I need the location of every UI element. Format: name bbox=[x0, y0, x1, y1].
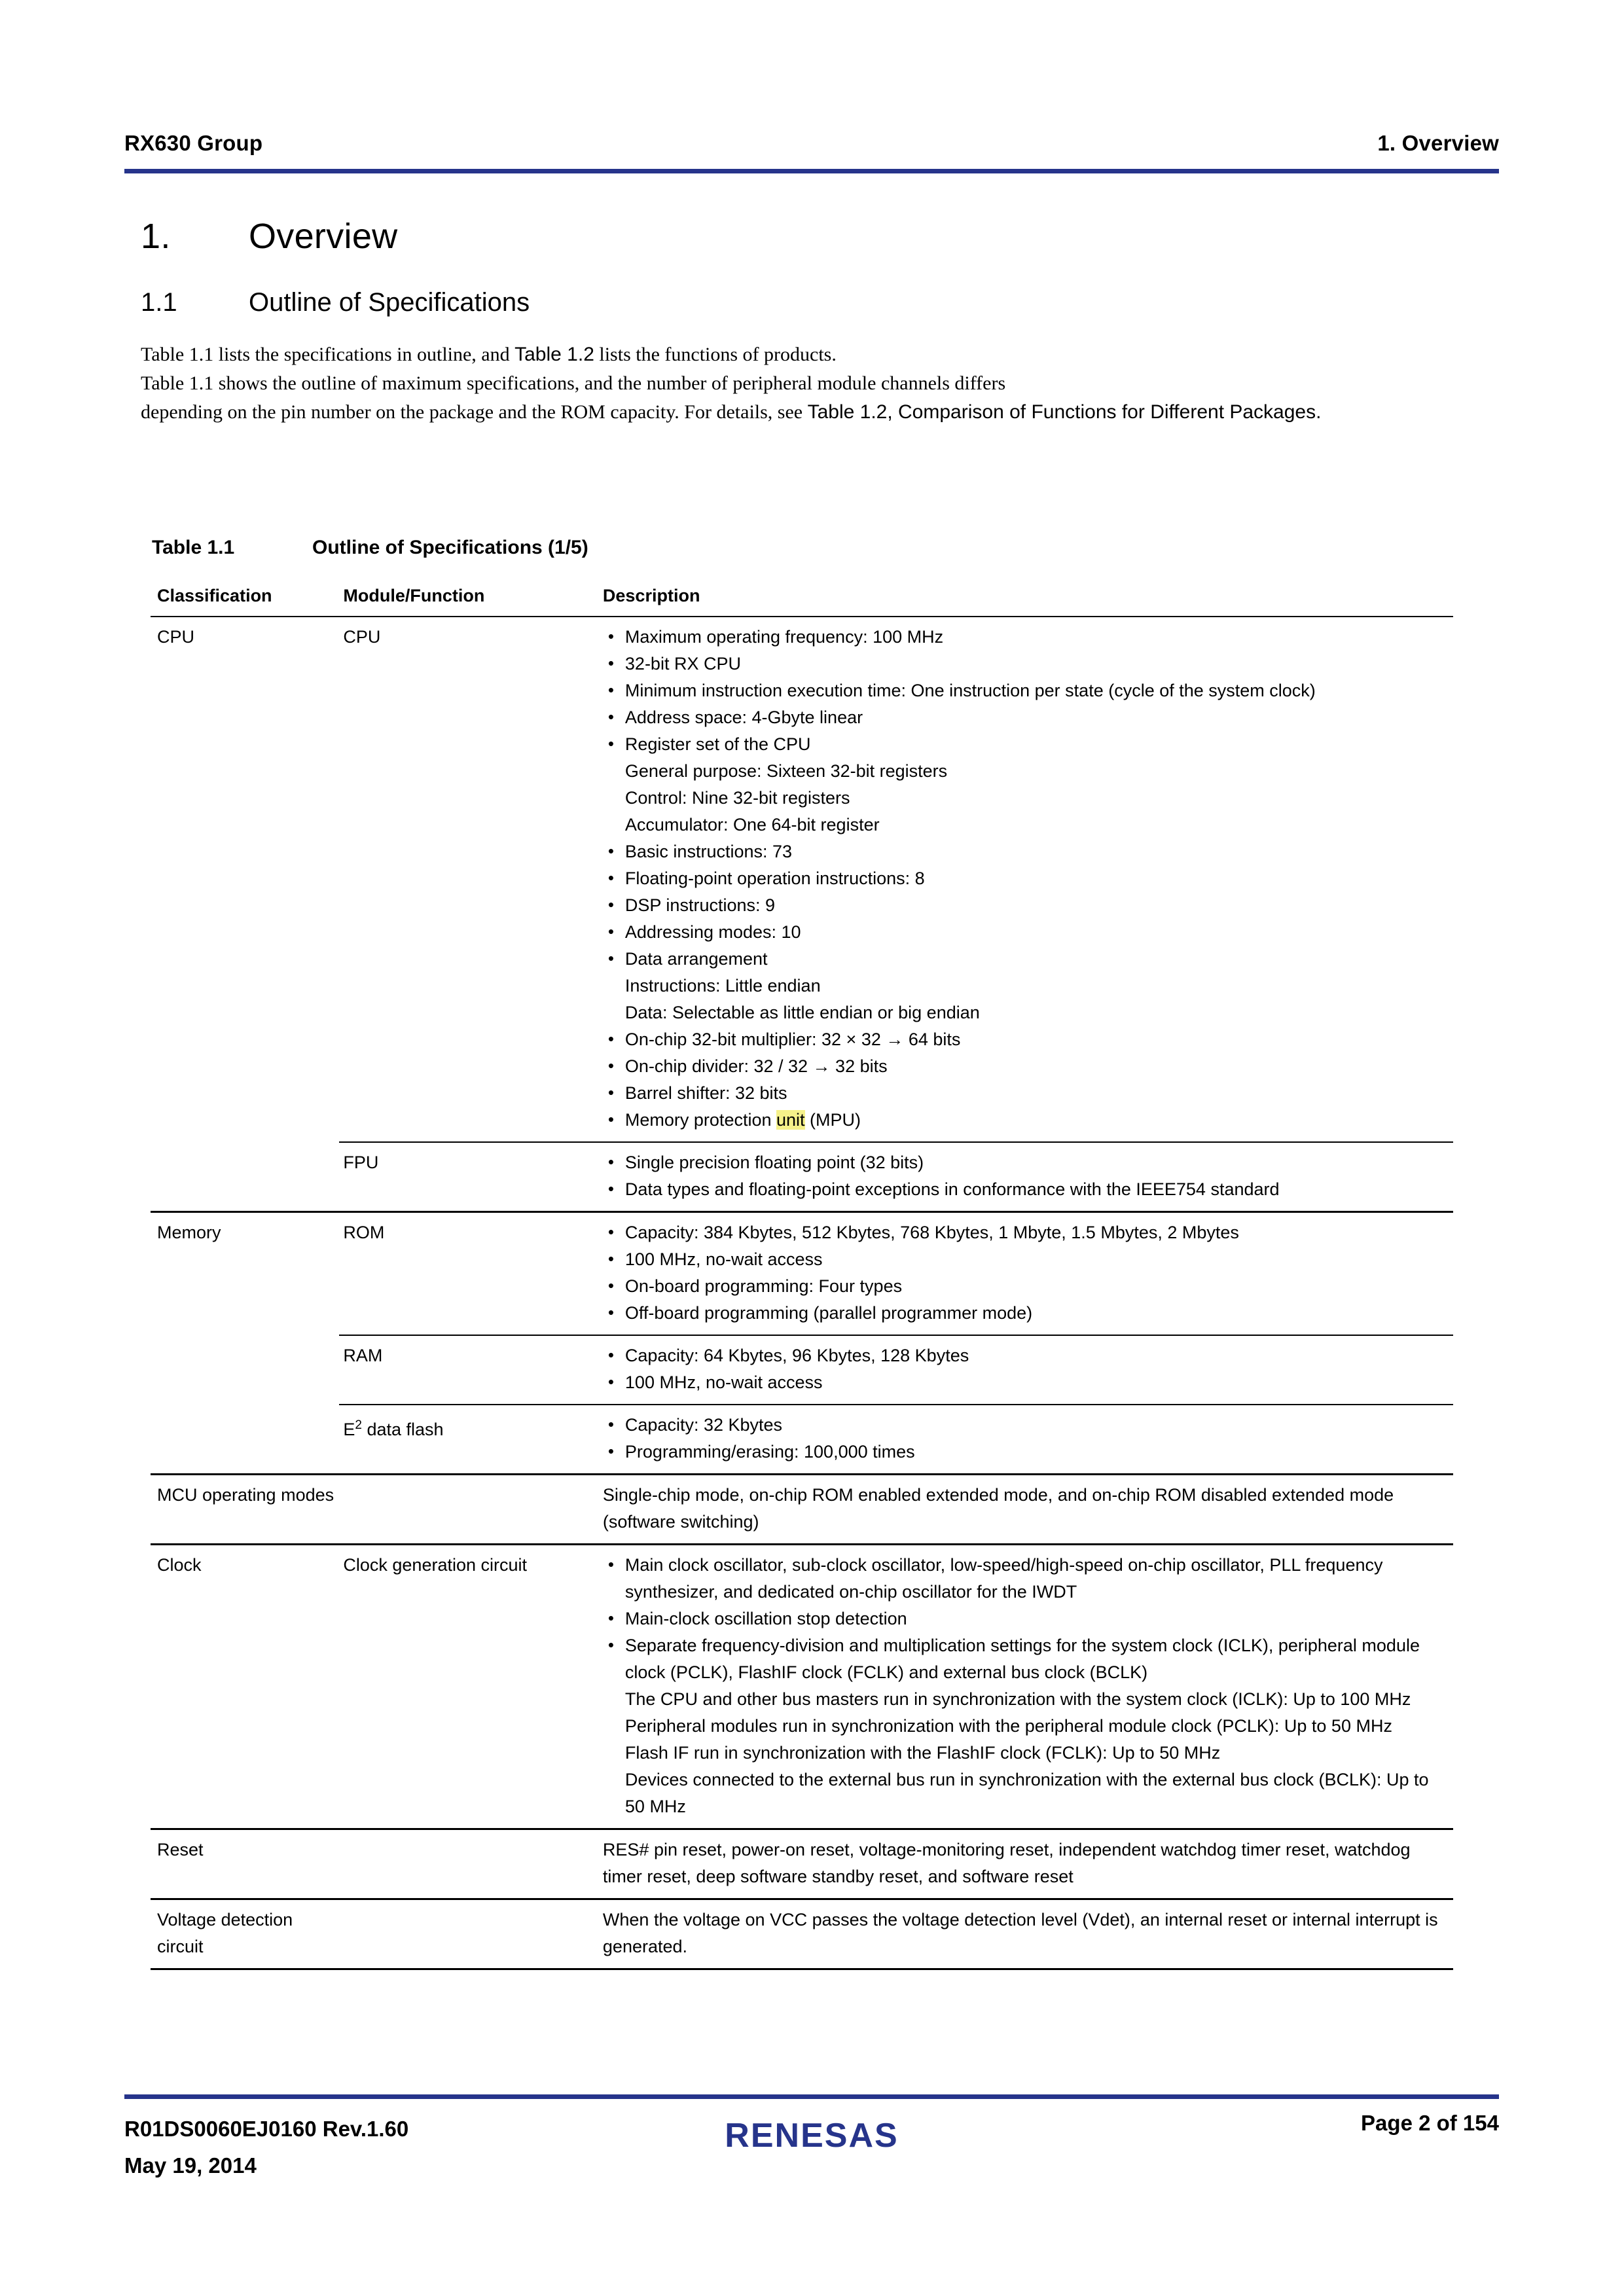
svg-text:RENESAS: RENESAS bbox=[725, 2117, 899, 2155]
section-title bbox=[141, 288, 530, 317]
cell-description bbox=[596, 1335, 1453, 1405]
section-title-text: Outline of Specifications bbox=[249, 288, 530, 317]
outline-of-specifications-table bbox=[151, 576, 1453, 1970]
spec-table-wrap bbox=[151, 576, 1453, 1970]
list-item: • Main clock oscillator, sub-clock oscillator, low-speed/high-speed on-chip oscillator, PLL frequency synthesizer, and dedicated on-chip oscillator for the IWDT bbox=[603, 1552, 1449, 1605]
list-sub-item: Data: Selectable as little endian or big endian bbox=[624, 1003, 980, 1022]
table-header bbox=[151, 576, 1453, 617]
chapter-title-text: Overview bbox=[249, 217, 398, 256]
cell-classification: Voltage detection circuit bbox=[151, 1899, 339, 1969]
cell-classification: Memory bbox=[151, 1212, 339, 1336]
cell-module bbox=[339, 1405, 596, 1475]
list-item: • On-board programming: Four types bbox=[603, 1273, 1449, 1300]
cell-module: RAM bbox=[339, 1335, 596, 1405]
list-item: • Capacity: 32 Kbytes bbox=[603, 1412, 1449, 1439]
description-text: RES# pin reset, power-on reset, voltage-monitoring reset, independent watchdog timer reset, watchdog timer reset, deep software standby reset, and software reset bbox=[602, 1840, 1411, 1886]
module-label-post: data flash bbox=[361, 1420, 444, 1439]
list-item: • 100 MHz, no-wait access bbox=[603, 1369, 1449, 1396]
list-item: • On-chip divider: 32 / 32 → 32 bits bbox=[603, 1053, 1449, 1080]
list-sub-item: General purpose: Sixteen 32-bit registers bbox=[624, 761, 948, 781]
header-rule bbox=[124, 169, 1499, 173]
list-item: • Capacity: 64 Kbytes, 96 Kbytes, 128 Kbytes bbox=[603, 1342, 1449, 1369]
footer-page-number: Page 2 of 154 bbox=[1361, 2111, 1499, 2135]
list-item: • Main-clock oscillation stop detection bbox=[603, 1605, 1449, 1632]
list-item: • Off-board programming (parallel programmer mode) bbox=[603, 1300, 1449, 1327]
list-item: • Minimum instruction execution time: One instruction per state (cycle of the system clock) bbox=[603, 677, 1449, 704]
list-item: • Capacity: 384 Kbytes, 512 Kbytes, 768 Kbytes, 1 Mbyte, 1.5 Mbytes, 2 Mbytes bbox=[603, 1219, 1449, 1246]
intro-ref-table12: Table 1.2 bbox=[514, 344, 594, 365]
table-row bbox=[151, 1899, 1453, 1969]
col-header-classification: Classification bbox=[151, 576, 339, 617]
header-right-title: 1. Overview bbox=[1377, 131, 1499, 155]
footer-date: May 19, 2014 bbox=[124, 2153, 257, 2178]
list-item: • Data types and floating-point exceptions in conformance with the IEEE754 standard bbox=[603, 1176, 1449, 1203]
list-item: • Data arrangement bbox=[603, 946, 1449, 973]
table-row bbox=[151, 1212, 1453, 1336]
col-header-module: Module/Function bbox=[339, 576, 596, 617]
description-text: When the voltage on VCC passes the voltage detection level (Vdet), an internal reset or internal interrupt is generated. bbox=[602, 1910, 1438, 1956]
intro-paragraph bbox=[141, 340, 1496, 427]
footer-document-id-block bbox=[124, 2111, 408, 2184]
list-item: • Programming/erasing: 100,000 times bbox=[603, 1439, 1449, 1465]
list-item: • Address space: 4-Gbyte linear bbox=[603, 704, 1449, 731]
list-item: • Separate frequency-division and multiplication settings for the system clock (ICLK), peripheral module clock (PCLK), FlashIF clock (FCLK) and external bus clock (BCLK) bbox=[603, 1632, 1449, 1686]
module-label-pre: E bbox=[343, 1420, 355, 1439]
list-item: • Barrel shifter: 32 bits bbox=[603, 1080, 1449, 1107]
intro-line-1a: Table 1.1 lists the specifications in outline, and bbox=[141, 344, 515, 365]
cell-description bbox=[596, 1212, 1453, 1336]
cell-description bbox=[596, 617, 1453, 1142]
list-item: • Single precision floating point (32 bits) bbox=[603, 1149, 1449, 1176]
cell-classification bbox=[151, 1405, 339, 1475]
cell-classification: Clock bbox=[151, 1545, 339, 1829]
chapter-title bbox=[141, 216, 397, 257]
table-row bbox=[151, 617, 1453, 1142]
cell-classification bbox=[151, 1142, 339, 1212]
cell-description bbox=[596, 1899, 1453, 1969]
footer-document-id: R01DS0060EJ0160 Rev.1.60 bbox=[124, 2117, 409, 2141]
intro-line-3a: depending on the pin number on the package and the ROM capacity. For details, see bbox=[141, 401, 808, 423]
list-item-highlighted: • Memory protection unit (MPU) bbox=[603, 1107, 1449, 1134]
list-item: • Basic instructions: 73 bbox=[603, 838, 1449, 865]
table-caption-text: Outline of Specifications (1/5) bbox=[312, 537, 588, 558]
col-header-description: Description bbox=[596, 576, 1453, 617]
table-body bbox=[151, 617, 1453, 1969]
table-row bbox=[151, 1142, 1453, 1212]
highlighted-text: unit bbox=[776, 1110, 805, 1130]
list-item: • Register set of the CPU bbox=[603, 731, 1449, 758]
table-row bbox=[151, 1335, 1453, 1405]
table-caption bbox=[152, 537, 588, 559]
cell-description bbox=[596, 1142, 1453, 1212]
list-sub-item: Devices connected to the external bus run in synchronization with the external bus clock (BCLK): Up to 50 MHz bbox=[624, 1770, 1429, 1816]
renesas-logo-icon bbox=[674, 2114, 949, 2160]
cell-description bbox=[596, 1405, 1453, 1475]
table-row bbox=[151, 1545, 1453, 1829]
list-item: • DSP instructions: 9 bbox=[603, 892, 1449, 919]
list-item: • Floating-point operation instructions: 8 bbox=[603, 865, 1449, 892]
cell-module: ROM bbox=[339, 1212, 596, 1336]
intro-line-1c: lists the functions of products. bbox=[594, 344, 837, 365]
list-item: • 32-bit RX CPU bbox=[603, 651, 1449, 677]
description-text: Single-chip mode, on-chip ROM enabled extended mode, and on-chip ROM disabled extended mode (software switching) bbox=[602, 1485, 1394, 1532]
cell-module bbox=[339, 1475, 596, 1545]
cell-module bbox=[339, 1899, 596, 1969]
page-header bbox=[124, 131, 1499, 156]
cell-description bbox=[596, 1545, 1453, 1829]
list-item: • Addressing modes: 10 bbox=[603, 919, 1449, 946]
table-row bbox=[151, 1405, 1453, 1475]
footer-rule bbox=[124, 2094, 1499, 2099]
cell-module: CPU bbox=[343, 627, 381, 647]
list-sub-item: Instructions: Little endian bbox=[624, 976, 821, 996]
list-sub-item: Peripheral modules run in synchronization with the peripheral module clock (PCLK): Up to 50 MHz bbox=[624, 1716, 1392, 1736]
list-item: • On-chip 32-bit multiplier: 32 × 32 → 64 bits bbox=[603, 1026, 1449, 1053]
list-sub-item: Control: Nine 32-bit registers bbox=[624, 788, 850, 808]
list-item: • Maximum operating frequency: 100 MHz bbox=[603, 624, 1449, 651]
cell-classification bbox=[151, 1335, 339, 1405]
cell-classification: CPU bbox=[157, 627, 195, 647]
cell-module bbox=[339, 1829, 596, 1899]
table-caption-label: Table 1.1 bbox=[152, 537, 235, 558]
cell-classification: Reset bbox=[151, 1829, 339, 1899]
cell-description bbox=[596, 1475, 1453, 1545]
renesas-logo bbox=[674, 2114, 949, 2160]
cell-description bbox=[596, 1829, 1453, 1899]
section-number: 1.1 bbox=[141, 288, 177, 317]
table-row bbox=[151, 1829, 1453, 1899]
chapter-number: 1. bbox=[141, 217, 171, 256]
list-sub-item: The CPU and other bus masters run in synchronization with the system clock (ICLK): Up to 100 MHz bbox=[624, 1689, 1411, 1709]
list-item: • 100 MHz, no-wait access bbox=[603, 1246, 1449, 1273]
table-row bbox=[151, 1475, 1453, 1545]
intro-line-1 bbox=[141, 340, 1496, 369]
list-sub-item: Flash IF run in synchronization with the FlashIF clock (FCLK): Up to 50 MHz bbox=[624, 1743, 1221, 1763]
intro-line-3 bbox=[141, 398, 1496, 427]
intro-ref-table12-comparison: Table 1.2, Comparison of Functions for Different Packages. bbox=[807, 401, 1322, 423]
module-label-sup: 2 bbox=[355, 1418, 362, 1432]
table-header-row bbox=[151, 576, 1453, 617]
header-left-title: RX630 Group bbox=[124, 131, 263, 155]
cell-module: Clock generation circuit bbox=[339, 1545, 596, 1829]
list-sub-item: Accumulator: One 64-bit register bbox=[624, 815, 880, 834]
intro-line-2: Table 1.1 shows the outline of maximum specifications, and the number of peripheral module channels differs bbox=[141, 372, 1006, 394]
cell-module: FPU bbox=[339, 1142, 596, 1212]
cell-classification: MCU operating modes bbox=[151, 1475, 339, 1545]
